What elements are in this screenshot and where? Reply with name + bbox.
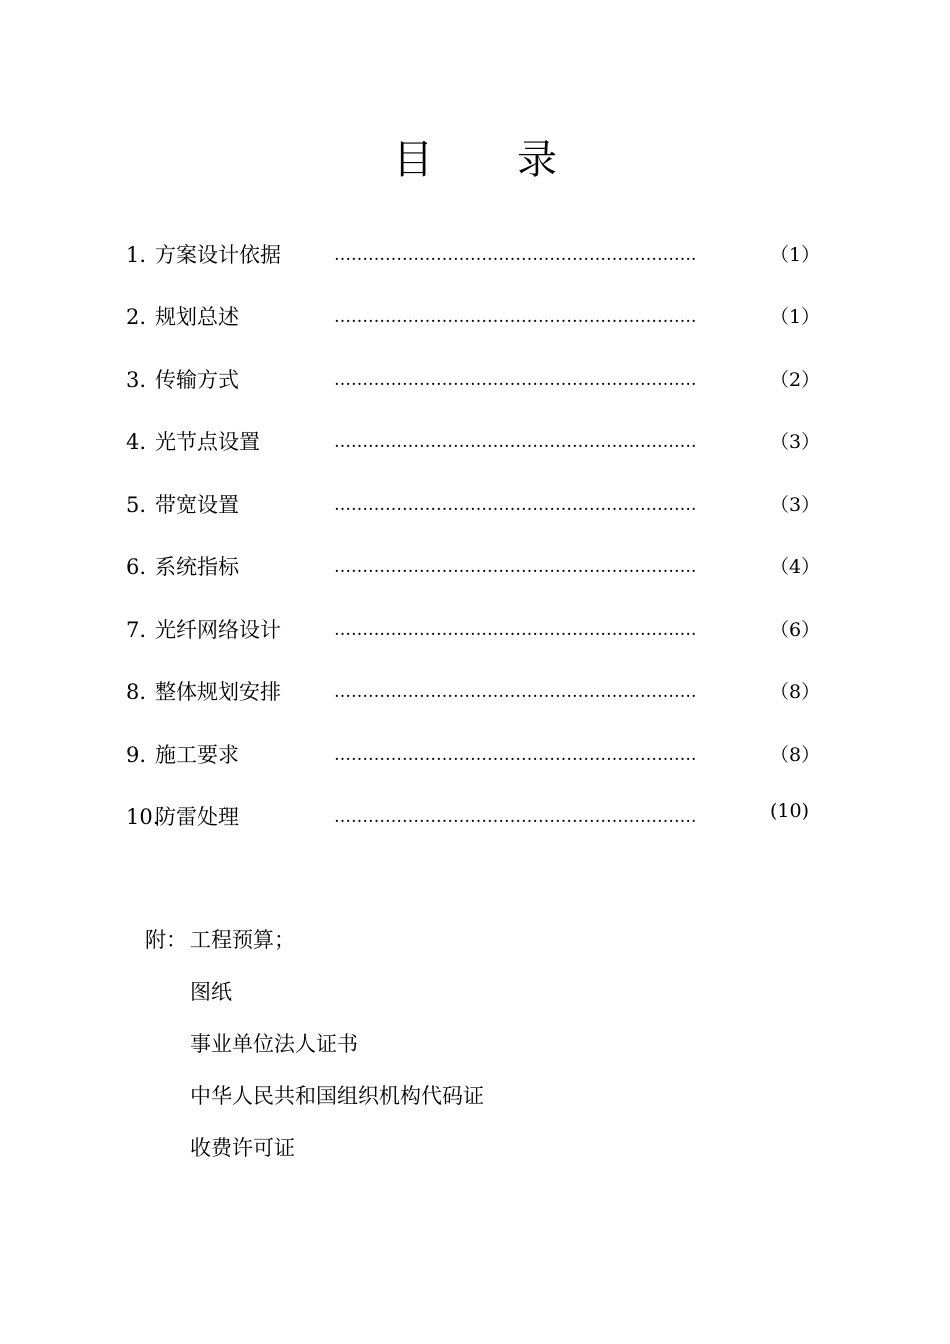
toc-page-number: (10)	[770, 800, 810, 822]
toc-page-number: （4）	[770, 556, 821, 578]
toc-number: 1.	[126, 243, 147, 267]
toc-leader-dots: ……………………………………………………….	[334, 307, 697, 327]
toc-row[interactable]	[0, 738, 950, 772]
toc-page-number: （8）	[770, 744, 821, 766]
toc-label: 整体规划安排	[155, 680, 281, 704]
toc-row[interactable]	[0, 300, 950, 334]
toc-row[interactable]	[0, 425, 950, 459]
appendix-item: 工程预算；	[190, 928, 295, 952]
toc-number: 10.	[126, 805, 160, 829]
appendix-item: 收费许可证	[190, 1136, 295, 1160]
toc-leader-dots: ……………………………………………………….	[334, 245, 697, 265]
page-title	[0, 128, 950, 185]
toc-page-number: （1）	[770, 244, 821, 266]
toc-label: 光纤网络设计	[155, 618, 281, 642]
toc-number: 6.	[126, 555, 147, 579]
toc-page-number: （8）	[770, 681, 821, 703]
toc-label: 施工要求	[155, 743, 239, 767]
toc-row[interactable]	[0, 675, 950, 709]
appendix-item: 事业单位法人证书	[190, 1032, 358, 1056]
toc-number: 7.	[126, 618, 147, 642]
toc-row[interactable]	[0, 238, 950, 272]
toc-leader-dots: ……………………………………………………….	[334, 682, 697, 702]
toc-label: 带宽设置	[155, 493, 239, 517]
toc-label: 规划总述	[155, 305, 239, 329]
toc-leader-dots: ……………………………………………………….	[334, 370, 697, 390]
toc-label: 光节点设置	[155, 430, 260, 454]
toc-leader-dots: ……………………………………………………….	[334, 807, 697, 827]
toc-page-number: （3）	[770, 431, 821, 453]
toc-label: 防雷处理	[155, 805, 239, 829]
toc-label: 传输方式	[155, 368, 239, 392]
toc-number: 9.	[126, 743, 147, 767]
toc-leader-dots: ……………………………………………………….	[334, 620, 697, 640]
toc-leader-dots: ……………………………………………………….	[334, 557, 697, 577]
toc-number: 4.	[126, 430, 147, 454]
toc-row[interactable]	[0, 613, 950, 647]
toc-row[interactable]	[0, 550, 950, 584]
toc-number: 2.	[126, 305, 147, 329]
appendix-item: 中华人民共和国组织机构代码证	[190, 1084, 484, 1108]
toc-number: 3.	[126, 368, 147, 392]
toc-row[interactable]	[0, 363, 950, 397]
toc-page-number: （6）	[770, 619, 821, 641]
toc-label: 系统指标	[155, 555, 239, 579]
toc-row[interactable]	[0, 800, 950, 834]
toc-leader-dots: ……………………………………………………….	[334, 432, 697, 452]
title-char-1: 目	[393, 137, 433, 183]
toc-page-number: （1）	[770, 306, 821, 328]
toc-row[interactable]	[0, 488, 950, 522]
toc-page-number: （3）	[770, 494, 821, 516]
title-char-2: 录	[517, 137, 557, 183]
toc-label: 方案设计依据	[155, 243, 281, 267]
toc-leader-dots: ……………………………………………………….	[334, 745, 697, 765]
toc-number: 5.	[126, 493, 147, 517]
toc-number: 8.	[126, 680, 147, 704]
appendix-item: 图纸	[190, 980, 232, 1004]
appendix-prefix: 附：	[145, 928, 187, 952]
toc-page-number: （2）	[770, 369, 821, 391]
toc-leader-dots: ……………………………………………………….	[334, 495, 697, 515]
